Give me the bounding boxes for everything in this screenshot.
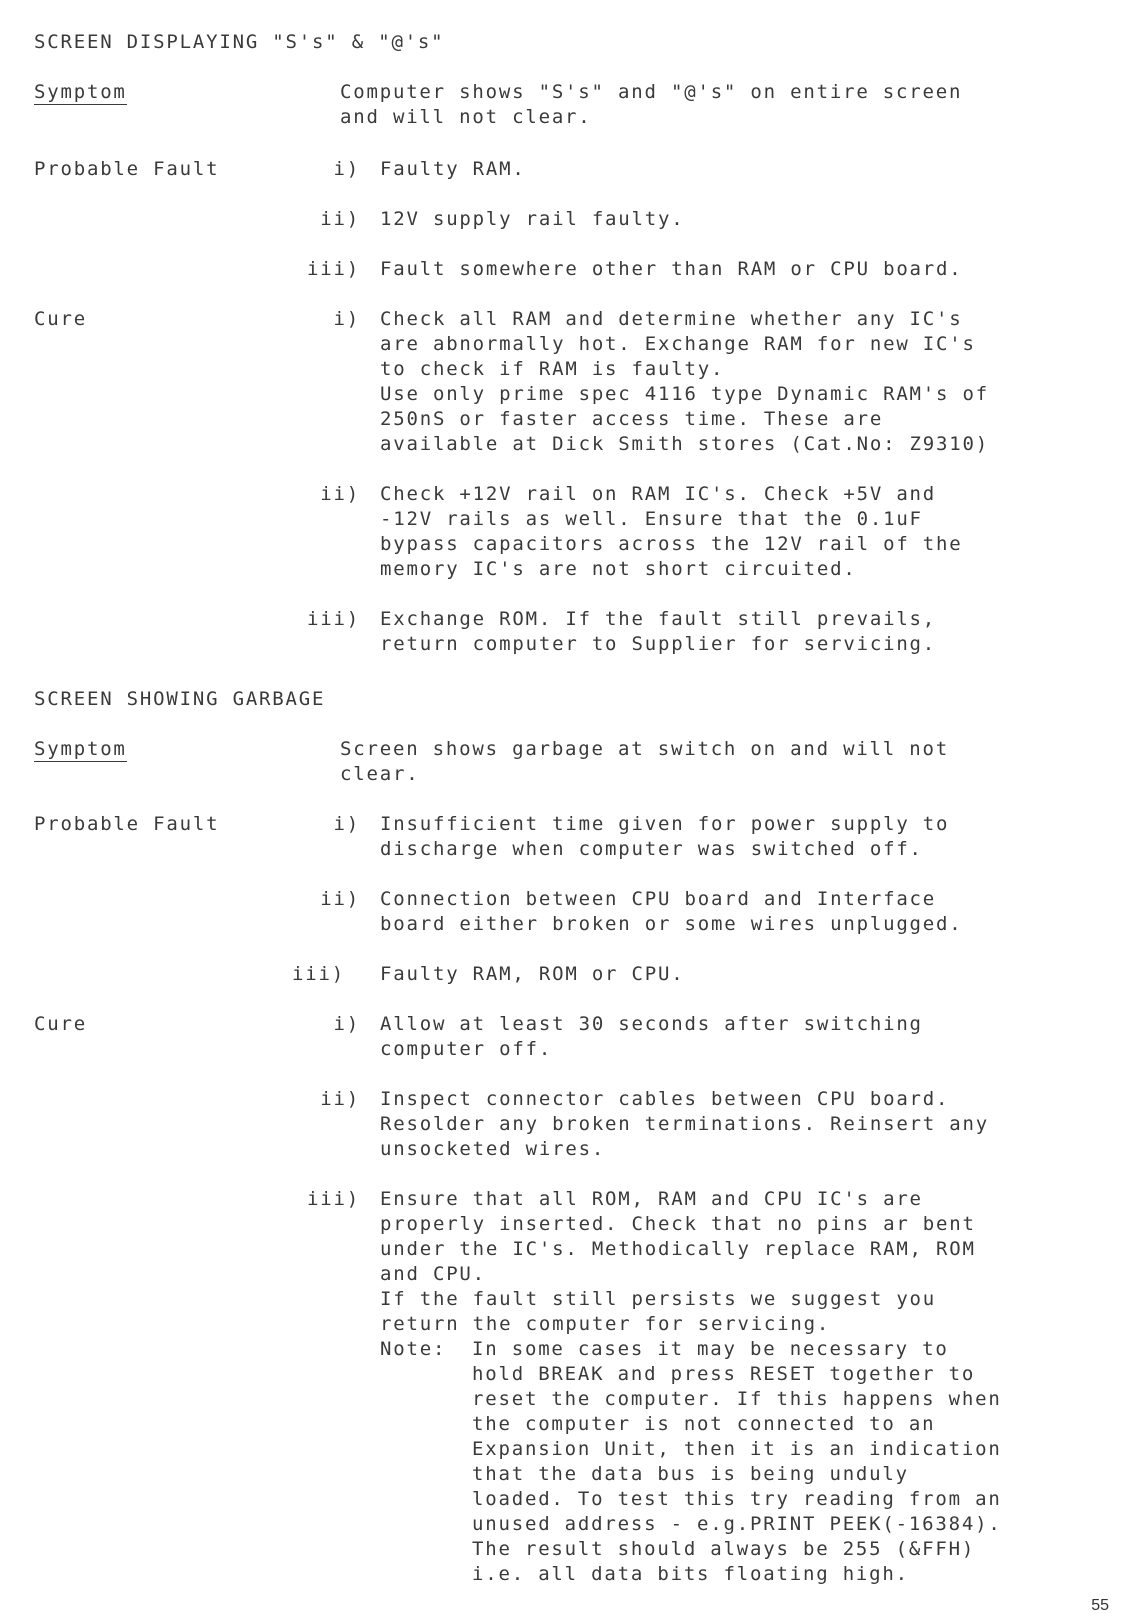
cure-line: return computer to Supplier for servicing.: [380, 633, 937, 655]
symptom-label-text: Symptom: [34, 738, 127, 760]
fault-number: i): [333, 158, 360, 180]
symptom-line: clear.: [340, 763, 420, 785]
cure-label-1: Cure: [34, 308, 87, 330]
note-line: Expansion Unit, then it is an indication: [472, 1438, 1002, 1460]
cure-line: Check +12V rail on RAM IC's. Check +5V and: [380, 483, 937, 505]
note-line: that the data bus is being unduly: [472, 1463, 909, 1485]
cure-number: ii): [320, 1088, 360, 1110]
note-line: i.e. all data bits floating high.: [472, 1563, 909, 1585]
fault-line: board either broken or some wires unplugged.: [380, 913, 963, 935]
cure-line: memory IC's are not short circuited.: [380, 558, 857, 580]
page-number: 55: [1091, 1597, 1109, 1614]
cure-line: are abnormally hot. Exchange RAM for new IC's: [380, 333, 976, 355]
symptom-label-text: Symptom: [34, 81, 127, 103]
symptom-line: and will not clear.: [340, 106, 592, 128]
cure-number: ii): [320, 483, 360, 505]
note-line: In some cases it may be necessary to: [472, 1338, 949, 1360]
cure-label-2: Cure: [34, 1013, 87, 1035]
cure-line: Check all RAM and determine whether any IC's: [380, 308, 963, 330]
note-line: unused address - e.g.PRINT PEEK(-16384).: [472, 1513, 1002, 1535]
cure-line: Allow at least 30 seconds after switching: [380, 1013, 923, 1035]
note-line: loaded. To test this try reading from an: [472, 1488, 1002, 1510]
cure-line: under the IC's. Methodically replace RAM, ROM: [380, 1238, 976, 1260]
fault-number: iii): [307, 258, 360, 280]
fault-line: Faulty RAM.: [380, 158, 526, 180]
cure-line: and CPU.: [380, 1263, 486, 1285]
note-line: The result should always be 255 (&FFH): [472, 1538, 976, 1560]
cure-line: return the computer for servicing.: [380, 1313, 831, 1335]
cure-number: iii): [307, 1188, 360, 1210]
fault-line: Faulty RAM, ROM or CPU.: [380, 963, 685, 985]
note-label: Note:: [380, 1338, 447, 1360]
section-heading-1: SCREEN DISPLAYING "S's" & "@'s": [34, 31, 445, 53]
cure-line: If the fault still persists we suggest you: [380, 1288, 937, 1310]
cure-line: Use only prime spec 4116 type Dynamic RAM's of: [380, 383, 989, 405]
fault-line: Fault somewhere other than RAM or CPU board.: [380, 258, 963, 280]
symptom-label-2: [34, 737, 127, 762]
cure-line: -12V rails as well. Ensure that the 0.1uF: [380, 508, 923, 530]
fault-label-1: Probable Fault: [34, 158, 220, 180]
fault-line: Insufficient time given for power supply to: [380, 813, 950, 835]
fault-number: ii): [320, 888, 360, 910]
note-line: the computer is not connected to an: [472, 1413, 936, 1435]
cure-line: 250nS or faster access time. These are: [380, 408, 884, 430]
fault-line: Connection between CPU board and Interface: [380, 888, 937, 910]
symptom-line: Computer shows "S's" and "@'s" on entire screen: [340, 81, 963, 103]
section-heading-2: SCREEN SHOWING GARBAGE: [34, 688, 326, 710]
symptom-line: Screen shows garbage at switch on and will not: [340, 738, 949, 760]
fault-line: discharge when computer was switched off.: [380, 838, 923, 860]
cure-line: bypass capacitors across the 12V rail of the: [380, 533, 963, 555]
note-line: reset the computer. If this happens when: [472, 1388, 1002, 1410]
fault-number: iii): [292, 963, 345, 985]
cure-line: available at Dick Smith stores (Cat.No: Z9310): [380, 433, 989, 455]
cure-line: Ensure that all ROM, RAM and CPU IC's are: [380, 1188, 923, 1210]
symptom-label-1: [34, 80, 127, 105]
fault-number: ii): [320, 208, 360, 230]
cure-number: i): [333, 308, 360, 330]
cure-line: to check if RAM is faulty.: [380, 358, 725, 380]
fault-label-2: Probable Fault: [34, 813, 220, 835]
cure-number: iii): [307, 608, 360, 630]
cure-line: Resolder any broken terminations. Reinsert any: [380, 1113, 989, 1135]
note-line: hold BREAK and press RESET together to: [472, 1363, 976, 1385]
cure-line: unsocketed wires.: [380, 1138, 606, 1160]
fault-line: 12V supply rail faulty.: [380, 208, 685, 230]
cure-line: Inspect connector cables between CPU board.: [380, 1088, 950, 1110]
cure-line: properly inserted. Check that no pins ar bent: [380, 1213, 976, 1235]
fault-number: i): [333, 813, 360, 835]
cure-number: i): [333, 1013, 360, 1035]
cure-line: Exchange ROM. If the fault still prevails,: [380, 608, 937, 630]
cure-line: computer off.: [380, 1038, 553, 1060]
